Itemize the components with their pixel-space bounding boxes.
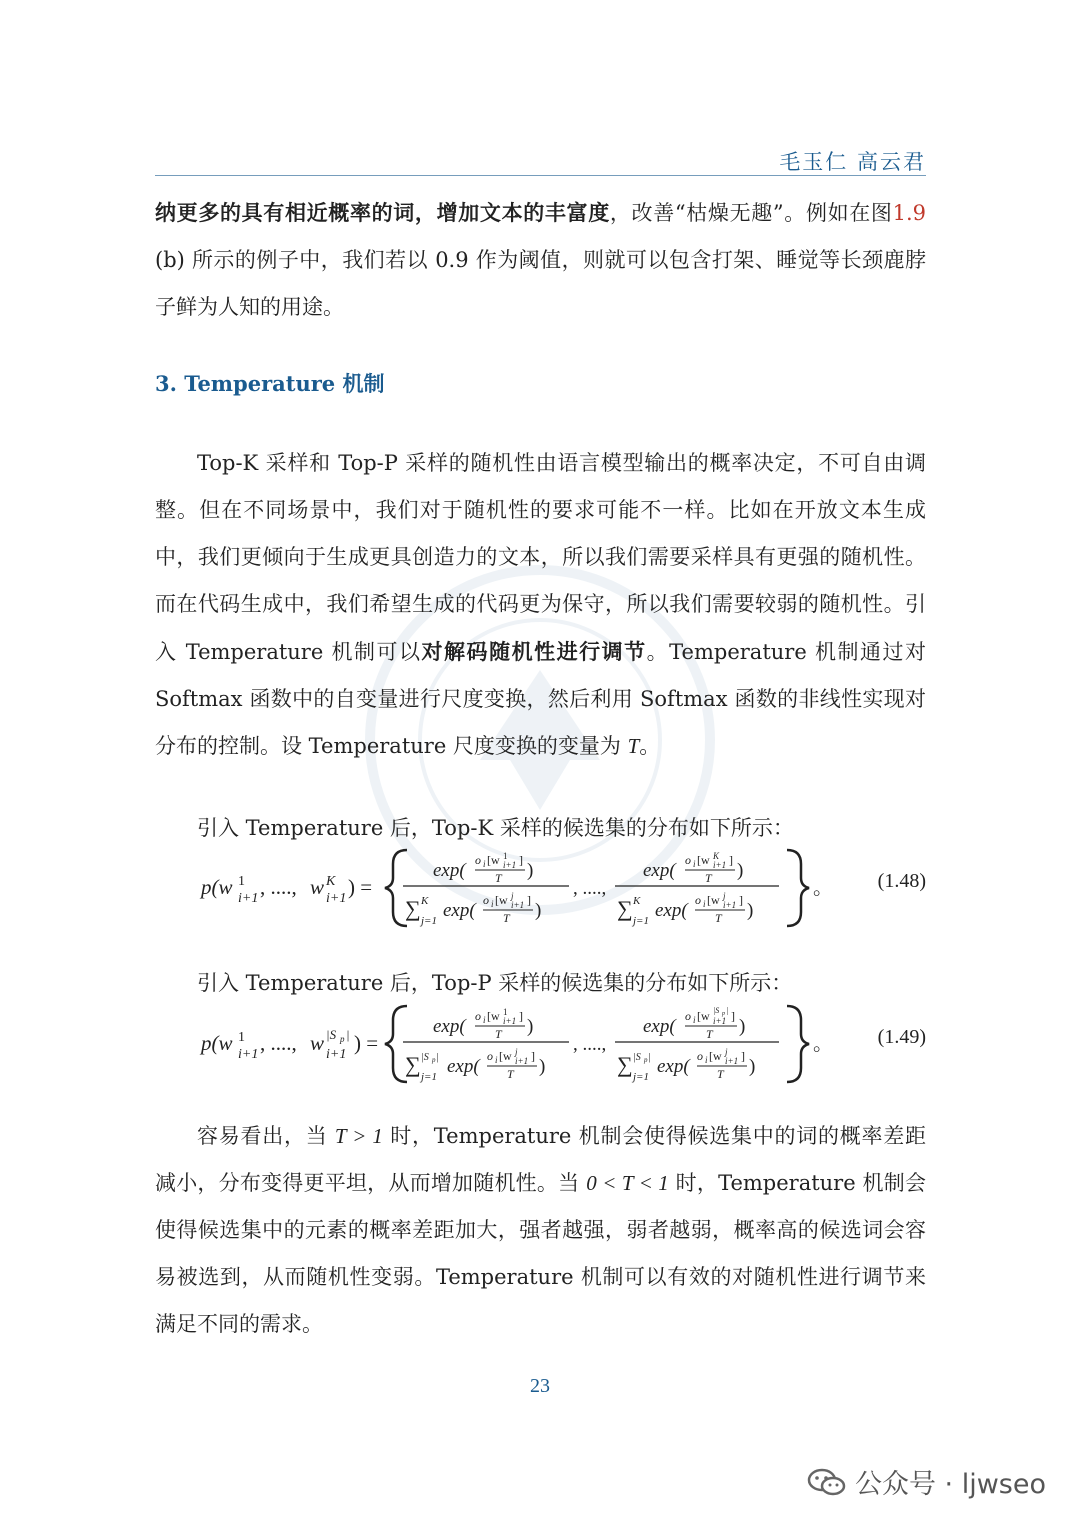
svg-text:i+1: i+1 <box>326 1047 347 1062</box>
svg-text:[w: [w <box>709 1049 722 1063</box>
svg-text:o: o <box>685 1009 691 1023</box>
svg-text:j: j <box>515 1047 518 1057</box>
svg-text:[w: [w <box>487 853 500 867</box>
svg-text:j: j <box>725 1047 728 1057</box>
svg-text:i+1: i+1 <box>713 860 727 870</box>
svg-text:∑: ∑ <box>405 1052 421 1077</box>
svg-text:]: ] <box>527 893 531 907</box>
svg-text:1: 1 <box>238 874 245 889</box>
svg-text:|: | <box>648 1052 651 1063</box>
svg-text:j=1: j=1 <box>421 915 437 927</box>
intro-paragraph <box>155 189 926 331</box>
condition-t-between: 0 < T < 1 <box>586 1171 669 1195</box>
svg-text:o: o <box>695 893 701 907</box>
svg-text:i: i <box>483 859 486 869</box>
svg-text:): ) <box>535 900 542 921</box>
svg-text:p(w: p(w <box>201 1031 233 1055</box>
svg-text:i: i <box>693 859 696 869</box>
svg-text:1: 1 <box>503 851 508 861</box>
equation-1-48-intro: 引入 Temperature 后，Top-K 采样的候选集的分布如下所示： <box>197 816 794 840</box>
equation-1-49-formula <box>155 998 845 1088</box>
svg-text:exp(: exp( <box>443 900 476 921</box>
conclusion-paragraph <box>155 1113 926 1348</box>
svg-text:]: ] <box>731 1009 735 1023</box>
svg-text:T: T <box>705 871 712 885</box>
svg-text:[w: [w <box>697 1009 710 1023</box>
svg-text:): ) <box>739 1016 746 1037</box>
wechat-icon <box>807 1467 847 1497</box>
svg-text:p(w: p(w <box>201 875 233 899</box>
svg-text:T: T <box>706 1027 713 1041</box>
svg-text:w: w <box>310 1031 325 1055</box>
svg-text:T: T <box>717 1067 724 1081</box>
temp-text-1: Top-K 采样和 Top-P 采样的随机性由语言模型输出的概率决定，不可自由调整。但在不同场景中，我们对于随机性的要求可能不一样。比如在开放文本生成中，我们更倾向于生成更具创造力的文本，所以我们需要采样具有更强的随机性。而在代码生成中，我们希望生成的代码更为保守，所以我们需要较弱的随机性。引入 Temperature 机制可以 <box>155 451 926 664</box>
equation-1-49-intro: 引入 Temperature 后，Top-P 采样的候选集的分布如下所示： <box>197 971 793 995</box>
svg-text:T: T <box>495 1027 502 1041</box>
section-title: 3. Temperature 机制 <box>155 371 385 396</box>
svg-text:K: K <box>713 851 720 861</box>
condition-t-greater-1: T > 1 <box>334 1124 383 1148</box>
svg-text:i+1: i+1 <box>326 891 347 906</box>
svg-text:) =: ) = <box>348 875 373 899</box>
svg-text:p: p <box>722 1011 725 1017</box>
svg-text:|S: |S <box>421 1052 429 1063</box>
svg-text:exp(: exp( <box>657 1056 690 1077</box>
svg-text:): ) <box>527 1016 534 1037</box>
page-number: 23 <box>530 1375 550 1397</box>
svg-text:]: ] <box>519 853 523 867</box>
svg-text:j=1: j=1 <box>633 1071 649 1083</box>
figure-reference-link[interactable]: 1.9 <box>892 201 926 225</box>
svg-text:[w: [w <box>707 893 720 907</box>
svg-text:[w: [w <box>495 893 508 907</box>
svg-text:): ) <box>539 1056 546 1077</box>
equation-number-1-48: (1.48) <box>877 870 926 892</box>
svg-text:1: 1 <box>503 1007 508 1017</box>
svg-text:[w: [w <box>697 853 710 867</box>
svg-text:∑: ∑ <box>617 1052 633 1077</box>
svg-text:j: j <box>723 891 726 901</box>
temp-text-2: 。Temperature 机制通过对 Softmax 函数中的自变量进行尺度变换，然后利用 Softmax 函数的非线性实现对分布的控制。设 Temperature 尺度变换的变量为 <box>155 640 927 758</box>
svg-text:) =: ) = <box>354 1031 379 1055</box>
equation-1-48-formula <box>155 842 845 932</box>
svg-text:∑: ∑ <box>617 896 633 921</box>
temp-bold: 对解码随机性进行调节 <box>421 639 647 664</box>
svg-text:T: T <box>715 911 722 925</box>
svg-text:exp(: exp( <box>655 900 688 921</box>
svg-text:∑: ∑ <box>405 896 421 921</box>
svg-text:o: o <box>697 1049 703 1063</box>
svg-text:|: | <box>346 1027 350 1042</box>
conclusion-text-3: 时，Temperature 机制会使得候选集中的元素的概率差距加大，强者越强，弱者越弱，概率高的候选词会容易被选到，从而随机性变弱。Temperature 机制可以有效的对随机性进行调节来满足不同的需求。 <box>155 1171 926 1336</box>
svg-text:]: ] <box>729 853 733 867</box>
equation-number-1-49: (1.49) <box>877 1026 926 1048</box>
svg-text:|S: |S <box>713 1006 720 1015</box>
watermark-text: 公众号 · ljwseo <box>854 1469 1046 1500</box>
svg-text:K: K <box>326 874 336 889</box>
svg-text:i+1: i+1 <box>723 900 737 910</box>
svg-text:[w: [w <box>487 1009 500 1023</box>
svg-text:j=1: j=1 <box>421 1071 437 1083</box>
svg-text:o: o <box>483 893 489 907</box>
svg-text:p: p <box>644 1056 648 1064</box>
svg-text:exp(: exp( <box>643 1016 676 1037</box>
svg-text:exp(: exp( <box>433 860 466 881</box>
svg-text:i+1: i+1 <box>511 900 525 910</box>
svg-text:|: | <box>436 1052 439 1063</box>
intro-text-end: (b) 所示的例子中，我们若以 0.9 作为阈值，则就可以包含打架、睡觉等长颈鹿脖子鲜为人知的用途。 <box>155 248 926 319</box>
svg-text:exp(: exp( <box>433 1016 466 1037</box>
svg-text:p: p <box>432 1056 436 1064</box>
svg-text:, ....,: , ...., <box>573 1034 607 1055</box>
svg-text:i+1: i+1 <box>503 1016 517 1026</box>
temp-variable: T <box>627 734 640 758</box>
svg-text:i: i <box>483 1015 486 1025</box>
svg-text:1: 1 <box>238 1030 245 1045</box>
svg-text:i+1: i+1 <box>515 1056 529 1066</box>
svg-text:o: o <box>487 1049 493 1063</box>
svg-text:|S: |S <box>326 1027 337 1042</box>
svg-text:i+1: i+1 <box>713 1016 727 1026</box>
svg-text:K: K <box>633 895 641 907</box>
svg-text:): ) <box>747 900 754 921</box>
svg-text:i+1: i+1 <box>725 1056 739 1066</box>
svg-text:K: K <box>421 895 429 907</box>
svg-text:i: i <box>703 899 706 909</box>
header-rule <box>155 175 926 176</box>
svg-text:[w: [w <box>499 1049 512 1063</box>
svg-text:i+1: i+1 <box>238 891 259 906</box>
svg-text:i: i <box>693 1015 696 1025</box>
svg-text:, ....,: , ...., <box>260 875 297 899</box>
svg-text:i+1: i+1 <box>503 860 517 870</box>
svg-text:]: ] <box>519 1009 523 1023</box>
conclusion-text-2: 时，Temperature 机制会使得候选集中的词的概率差距减小，分布变得更平坦，从而增加随机性。当 <box>155 1124 926 1195</box>
svg-text:): ) <box>749 1056 756 1077</box>
svg-text:]: ] <box>741 1049 745 1063</box>
equation-1-48 <box>155 842 926 932</box>
svg-text:p: p <box>340 1034 345 1044</box>
svg-text:|S: |S <box>633 1052 641 1063</box>
svg-text:, ....,: , ...., <box>573 878 607 899</box>
svg-text:。: 。 <box>813 1033 833 1055</box>
svg-text:i+1: i+1 <box>238 1047 259 1062</box>
temperature-paragraph <box>155 440 926 770</box>
svg-text:i: i <box>495 1055 498 1065</box>
svg-text:exp(: exp( <box>643 860 676 881</box>
svg-text:, ....,: , ...., <box>260 1031 297 1055</box>
temp-text-end: 。 <box>639 734 661 758</box>
svg-text:exp(: exp( <box>447 1056 480 1077</box>
equation-1-49 <box>155 998 926 1088</box>
svg-text:]: ] <box>739 893 743 907</box>
svg-text:w: w <box>310 875 325 899</box>
svg-text:i: i <box>491 899 494 909</box>
intro-text: ，改善“枯燥无趣”。例如在图 <box>609 201 893 225</box>
svg-text:T: T <box>507 1067 514 1081</box>
svg-text:): ) <box>527 860 534 881</box>
intro-bold-lead: 纳更多的具有相近概率的词，增加文本的丰富度 <box>155 200 610 225</box>
svg-text:o: o <box>475 853 481 867</box>
svg-text:j: j <box>511 891 514 901</box>
svg-text:。: 。 <box>813 877 833 899</box>
svg-text:o: o <box>685 853 691 867</box>
svg-text:T: T <box>495 871 502 885</box>
svg-text:i: i <box>705 1055 708 1065</box>
conclusion-text-1: 容易看出，当 <box>197 1124 335 1148</box>
svg-text:|: | <box>726 1006 729 1015</box>
svg-text:]: ] <box>531 1049 535 1063</box>
wechat-watermark <box>807 1462 1046 1501</box>
svg-text:): ) <box>737 860 744 881</box>
running-header-authors: 毛玉仁 高云君 <box>779 150 926 174</box>
svg-text:o: o <box>475 1009 481 1023</box>
svg-text:j=1: j=1 <box>633 915 649 927</box>
svg-text:T: T <box>503 911 510 925</box>
